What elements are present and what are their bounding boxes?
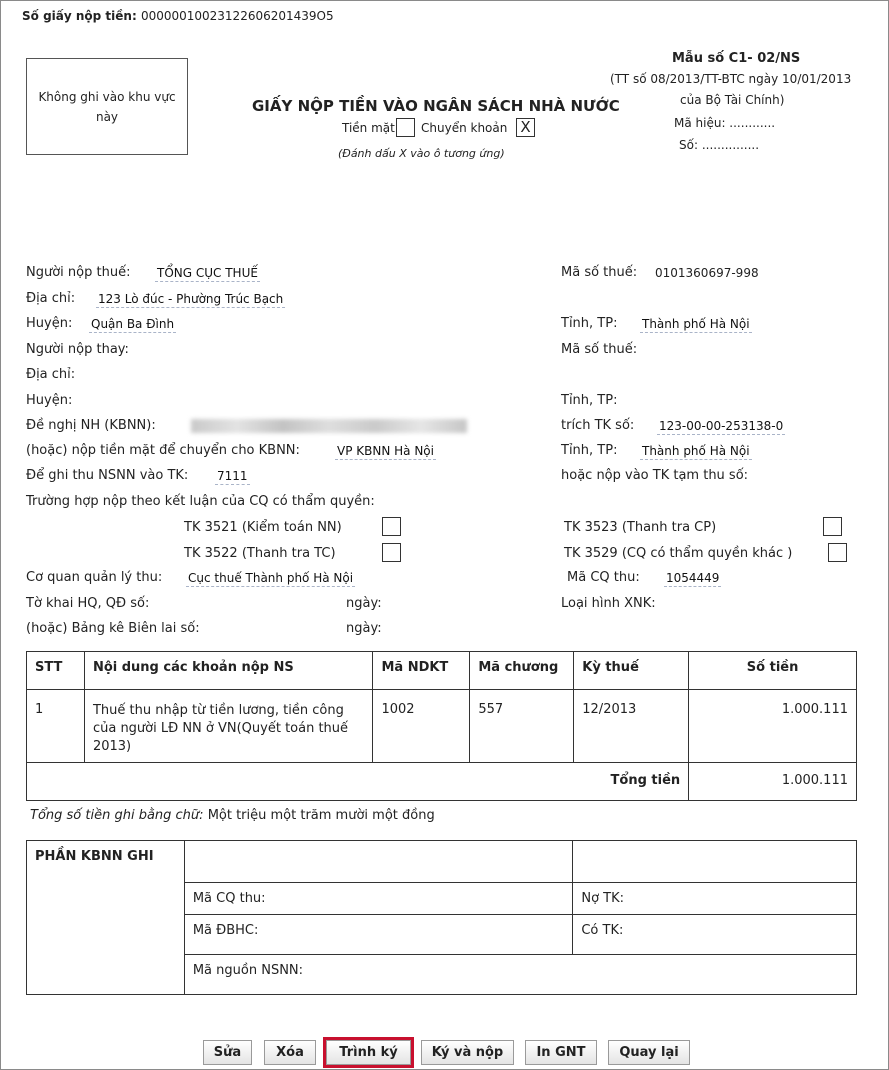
xnk-type-label: Loại hình XNK: [561, 596, 656, 611]
receipt-list-label: (hoặc) Bảng kê Biên lai số: [26, 621, 200, 636]
cash-transfer-label: (hoặc) nộp tiền mặt để chuyển cho KBNN: [26, 443, 300, 458]
tk3523-label: TK 3523 (Thanh tra CP) [564, 520, 717, 535]
code-label: Mã hiệu: ............ [674, 116, 776, 130]
tk3522-label: TK 3522 (Thanh tra TC) [184, 546, 336, 561]
tk3521-label: TK 3521 (Kiểm toán NN) [184, 520, 342, 535]
cash-label: Tiền mặt [342, 121, 395, 135]
amount-in-words [30, 808, 435, 823]
cash-transfer-value: VP KBNN Hà Nội [337, 444, 434, 458]
kbnn-dbhc: Mã ĐBHC: [184, 915, 573, 955]
amount-in-words-label: Tổng số tiền ghi bằng chữ: [30, 808, 204, 823]
tk3529-checkbox[interactable] [828, 543, 847, 562]
kbnn-blank-2 [573, 841, 857, 883]
page-title: GIẤY NỘP TIỀN VÀO NGÂN SÁCH NHÀ NƯỚC [252, 97, 620, 115]
agency-code-value: 1054449 [666, 571, 720, 585]
col-chapter: Mã chương [470, 652, 574, 690]
taxpayer-name: TỔNG CỤC THUẾ [157, 266, 258, 280]
bank-value-redacted [191, 419, 467, 433]
tax-id: 0101360697-998 [655, 266, 759, 280]
kbnn-debit: Nợ TK: [573, 883, 857, 915]
tk3529-label: TK 3529 (CQ có thẩm quyền khác ) [564, 546, 793, 561]
customs-date-label: ngày: [346, 596, 382, 611]
authority-case-label: Trường hợp nộp theo kết luận của CQ có thẩm quyền: [26, 494, 375, 509]
row-amount: 1.000.111 [689, 690, 857, 763]
sign-and-submit-button[interactable]: Ký và nộp [421, 1040, 514, 1065]
submit-sign-button[interactable]: Trình ký [326, 1040, 411, 1065]
substitute-tax-id-label: Mã số thuế: [561, 342, 638, 357]
transfer-checkbox[interactable]: X [516, 118, 535, 137]
form-reference: (TT số 08/2013/TT-BTC ngày 10/01/2013 [610, 72, 852, 86]
province-value: Thành phố Hà Nội [642, 317, 750, 331]
revenue-account-label: Để ghi thu NSNN vào TK: [26, 468, 189, 483]
kbnn-source: Mã nguồn NSNN: [184, 955, 856, 995]
transfer-label: Chuyển khoản [421, 121, 508, 135]
action-bar [0, 1038, 889, 1066]
temp-account-label: hoặc nộp vào TK tạm thu số: [561, 468, 749, 483]
mark-note: (Đánh dấu X vào ô tương ứng) [338, 147, 505, 160]
province2-value: Thành phố Hà Nội [642, 444, 750, 458]
col-stt: STT [27, 652, 85, 690]
agency-code-label: Mã CQ thu: [567, 570, 640, 585]
province2-label: Tỉnh, TP: [561, 443, 618, 458]
province-label: Tỉnh, TP: [561, 316, 618, 331]
back-button[interactable]: Quay lại [608, 1040, 690, 1065]
substitute-payer-label: Người nộp thay: [26, 342, 129, 357]
kbnn-blank-1 [184, 841, 573, 883]
row-content: Thuế thu nhập từ tiền lương, tiền công của người LĐ NN ở VN(Quyết toán thuế 2013) [84, 690, 373, 763]
edit-button[interactable]: Sửa [203, 1040, 252, 1065]
row-stt: 1 [27, 690, 85, 763]
substitute-district-label: Huyện: [26, 393, 73, 408]
debit-account-label: trích TK số: [561, 418, 635, 433]
total-label: Tổng tiền [27, 763, 689, 801]
receipt-number-label: Số giấy nộp tiền: 00000010023122606201439O5 [22, 9, 334, 23]
kbnn-section-label: PHẦN KBNN GHI [27, 841, 185, 995]
row-period: 12/2013 [574, 690, 689, 763]
kbnn-agency-code: Mã CQ thu: [184, 883, 573, 915]
row-ndkt: 1002 [373, 690, 470, 763]
address-value: 123 Lò đúc - Phường Trúc Bạch [98, 292, 284, 306]
kbnn-credit: Có TK: [573, 915, 857, 955]
print-gnt-button[interactable]: In GNT [525, 1040, 597, 1065]
col-content: Nội dung các khoản nộp NS [84, 652, 373, 690]
receipt-list-date-label: ngày: [346, 621, 382, 636]
tk3522-checkbox[interactable] [382, 543, 401, 562]
table-row [27, 690, 857, 763]
kbnn-table [26, 840, 857, 995]
tk3523-checkbox[interactable] [823, 517, 842, 536]
items-header-row [27, 652, 857, 690]
receipt-number: 00000010023122606201439O5 [140, 9, 334, 23]
district-label: Huyện: [26, 316, 73, 331]
total-row [27, 763, 857, 801]
row-chapter: 557 [470, 690, 574, 763]
col-period: Kỳ thuế [574, 652, 689, 690]
tk3521-checkbox[interactable] [382, 517, 401, 536]
revenue-account-value: 7111 [217, 469, 248, 483]
form-number: Mẫu số C1- 02/NS [672, 51, 801, 66]
address-label: Địa chỉ: [26, 291, 76, 306]
form-issuer: của Bộ Tài Chính) [680, 93, 785, 107]
amount-in-words-value: Một triệu một trăm mười một đồng [207, 808, 435, 823]
delete-button[interactable]: Xóa [264, 1040, 316, 1065]
number-label: Số: ............... [679, 138, 760, 152]
col-amount: Số tiền [689, 652, 857, 690]
agency-label: Cơ quan quản lý thu: [26, 570, 163, 585]
bank-label: Đề nghị NH (KBNN): [26, 418, 156, 433]
total-amount: 1.000.111 [689, 763, 857, 801]
agency-value: Cục thuế Thành phố Hà Nội [188, 571, 354, 585]
taxpayer-name-label: Người nộp thuế: [26, 265, 131, 280]
no-write-box: Không ghi vào khu vực này [26, 58, 188, 155]
col-ndkt: Mã NDKT [373, 652, 470, 690]
cash-checkbox[interactable] [396, 118, 415, 137]
substitute-province-label: Tỉnh, TP: [561, 393, 618, 408]
items-table [26, 651, 857, 801]
district-value: Quận Ba Đình [91, 317, 175, 331]
debit-account-value: 123-00-00-253138-0 [659, 419, 784, 433]
customs-label: Tờ khai HQ, QĐ số: [26, 596, 150, 611]
substitute-address-label: Địa chỉ: [26, 367, 76, 382]
tax-id-label: Mã số thuế: [561, 265, 638, 280]
